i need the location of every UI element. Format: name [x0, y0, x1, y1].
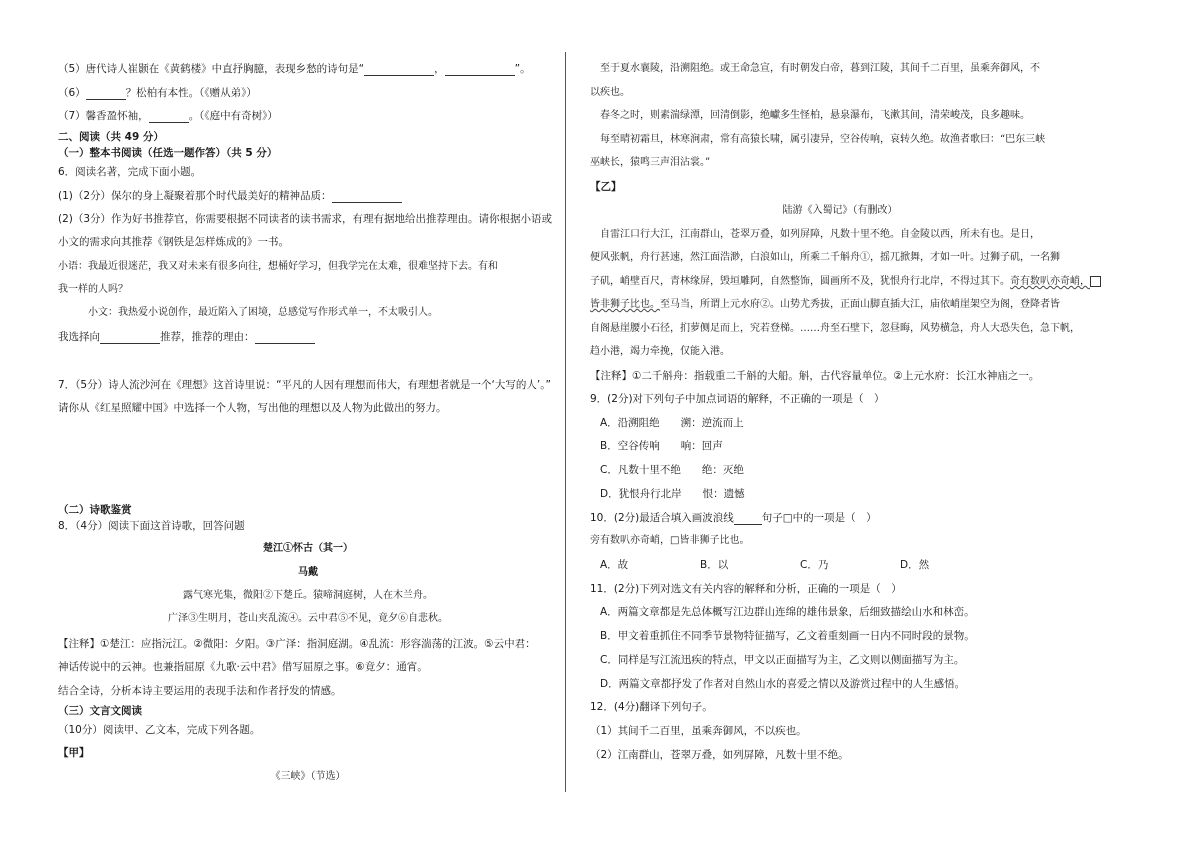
question-6: 6．阅读名著，完成下面小题。 [58, 166, 202, 178]
question-7: 7．（5分）诗人流沙河在《理想》这首诗里说：“平凡的人因有理想而伟大，有理想者就是一个‘大写的人’。” [58, 379, 551, 391]
question-text-end: 。（《庭中有奇树》） [188, 110, 278, 122]
text-b-line [590, 298, 1060, 312]
question-9: 9．(2分)对下列句子中加点词语的解释，不正确的一项是（ ） [590, 393, 885, 405]
question-text: （5）唐代诗人崔颢在《黄鹤楼》中直抒胸臆，表现乡愁的诗句是“ [58, 63, 365, 75]
question-6-1 [58, 189, 402, 203]
poem-author: 马戴 [298, 567, 318, 578]
text-a-label: 【甲】 [58, 747, 90, 759]
question-6-2: (2)（3分）作为好书推荐官，你需要根据不同读者的读书需求，有理有据地给出推荐理由。请你根据小语或 [58, 213, 553, 225]
option-d[interactable]: D．两篇文章都抒发了作者对自然山水的喜爱之情以及游赏过程中的人生感悟。 [600, 678, 966, 690]
option-d[interactable]: D．犹恨舟行北岸 恨：遗憾 [600, 488, 745, 500]
question-7-fill-line [58, 109, 278, 123]
question-text: 10．(2分)最适合填入画波浪线 [590, 512, 734, 524]
question-12-1: （1）其间千二百里，虽乘奔御风，不以疾也。 [590, 725, 807, 737]
text-a-paragraph-cont: 以疾也。 [590, 87, 630, 98]
option-c[interactable]: C．乃 [800, 559, 829, 571]
subsection-heading: （一）整本书阅读（任选一题作答）（共 5 分） [58, 147, 278, 159]
question-text: (1)（2分）保尔的身上凝聚着那个时代最美好的精神品质： [58, 190, 332, 202]
text-b-segment: 至马当，所谓上元水府②。山势尤秀拔，正面山脚直插大江，庙依峭崖架空为阁，登降者皆 [660, 299, 1060, 310]
option-a[interactable]: A．故 [600, 559, 629, 571]
option-c[interactable]: C．凡数十里不绝 绝：灭绝 [600, 464, 744, 476]
classical-intro: （10分）阅读甲、乙文本，完成下列各题。 [58, 724, 261, 736]
question-6-fill-line [58, 86, 257, 100]
blank-box [1090, 276, 1101, 287]
text-b-notes: 【注释】①二千斛舟：指载重二千斛的大船。斛，古代容量单位。②上元水府：长江水神庙之一。 [590, 370, 1040, 382]
text-a-paragraph: 每至晴初霜旦，林寒涧肃，常有高猿长啸，属引凄异，空谷传响，哀转久绝。故渔者歌曰：“巴东三峡 [600, 134, 1046, 145]
answer-blank[interactable] [364, 64, 434, 76]
poem-notes: 【注释】①楚江：应指沅江。②微阳：夕阳。③广泽：指洞庭湖。④乱流：形容湍荡的江波。⑤云中君： [58, 638, 536, 650]
question-12-2: （2）江南群山，苍翠万叠，如列屏障，凡数十里不绝。 [590, 749, 849, 761]
question-11: 11．(2分)下列对选文有关内容的解释和分析，正确的一项是（ ） [590, 583, 902, 595]
poem-title: 楚江①怀古（其一） [263, 543, 353, 554]
option-b[interactable]: B．以 [700, 559, 729, 571]
poem-line: 广泽③生明月，苍山夹乱流④。云中君⑤不见，竟夕⑥自悲秋。 [168, 613, 448, 624]
choice-line [58, 330, 315, 344]
wavy-underlined-text: 奇有数叭亦奇峭， [1010, 276, 1090, 287]
poem-notes-cont: 神话传说中的云神。也兼指屈原《九歌·云中君》借写屈原之事。⑥竟夕：通宵。 [58, 661, 428, 673]
choice-text: 推荐，推荐的理由： [160, 331, 255, 343]
answer-blank[interactable] [332, 191, 402, 203]
option-d[interactable]: D．然 [900, 559, 930, 571]
answer-blank[interactable] [734, 513, 762, 525]
text-b-line: 趋小港，竭力牵挽，仅能入港。 [590, 346, 730, 357]
answer-blank[interactable] [445, 64, 515, 76]
question-12: 12．(4分)翻译下列句子。 [590, 701, 713, 713]
choice-text: 我选择向 [58, 331, 100, 343]
text-b-label: 【乙】 [590, 181, 622, 193]
question-text-end: ”。 [514, 63, 531, 75]
text-b-line: 便风张帆，舟行甚速，然江面浩渺，白浪如山，所乘二千斛舟①，摇兀掀舞，才如一叶。过狮子矶，一名狮 [590, 252, 1060, 263]
text-a-title: 《三峡》（节选） [270, 771, 346, 782]
subsection-heading: （二）诗歌鉴赏 [58, 504, 132, 516]
question-8-task: 结合全诗，分析本诗主要运用的表现手法和作者抒发的情感。 [58, 685, 342, 697]
answer-blank[interactable] [255, 332, 315, 344]
question-text: （6） [58, 87, 86, 99]
text-b-line [590, 275, 1101, 289]
question-6-2-cont: 小文的需求向其推荐《钢铁是怎样炼成的》一书。 [58, 236, 289, 248]
answer-blank[interactable] [86, 88, 126, 100]
text-a-paragraph-cont: 巫峡长，猿鸣三声泪沾裳。” [590, 157, 711, 168]
question-text: （7）馨香盈怀袖， [58, 110, 149, 122]
text-b-line: 自雷江口行大江，江南群山，苍翠万叠，如列屏障，凡数十里不绝。自金陵以西，所未有也。是日， [600, 229, 1040, 240]
text-a-paragraph: 至于夏水襄陵，沿溯阻绝。或王命急宣，有时朝发白帝，暮到江陵，其间千二百里，虽乘奔御风，不 [600, 63, 1040, 74]
question-8: 8．（4分）阅读下面这首诗歌，回答问题 [58, 520, 245, 532]
question-text-end: ？松柏有本性。（《赠从弟》） [125, 87, 257, 99]
option-b[interactable]: B．空谷传响 响：回声 [600, 440, 723, 452]
answer-blank[interactable] [149, 111, 189, 123]
option-a[interactable]: A．两篇文章都是先总体概写江边群山连绵的雄伟景象，后细致描绘山水和林峦。 [600, 606, 975, 618]
text-b-line: 自阁悬崖腰小石径，扪萝侧足而上，究若登梯。……舟至石壁下，忽昼晦，风势横急，舟人大恐失色，急下帆， [590, 323, 1080, 334]
subsection-heading: （三）文言文阅读 [58, 705, 142, 717]
option-b[interactable]: B．甲文着重抓住不同季节景物特征描写，乙文着重刻画一日内不同时段的景物。 [600, 630, 975, 642]
separator: ， [434, 63, 445, 75]
quote-xiaoyu-cont: 我一样的人吗？ [58, 284, 128, 295]
question-10 [590, 511, 877, 525]
text-a-paragraph: 春冬之时，则素湍绿潭，回清倒影，绝巘多生怪柏，悬泉瀑布，飞漱其间，清荣峻茂，良多趣味。 [600, 110, 1030, 121]
poem-line: 露气寒光集，微阳②下楚丘。猿啼洞庭树，人在木兰舟。 [183, 590, 433, 601]
text-b-segment: 子矶，峭壁百尺，青林缘屏，毁垣雕阿，自然整饰，圆画所不及，犹恨舟行北岸，不得过其下。 [590, 276, 1010, 287]
question-7-cont: 请你从《红星照耀中国》中选择一个人物，写出他的理想以及人物为此做出的努力。 [58, 402, 447, 414]
wavy-underlined-text: 皆非狮子比也。 [590, 299, 660, 310]
text-b-title: 陆游《入蜀记》（有删改） [782, 205, 898, 216]
option-c[interactable]: C．同样是写江流迅疾的特点，甲文以正面描写为主，乙文则以侧面描写为主。 [600, 654, 965, 666]
quote-xiaoyu: 小语：我最近很迷茫，我又对未来有很多向往，想桶好学习，但我学完在太难，很难坚持下去。有和 [58, 261, 498, 272]
question-10-sentence: 旁有数叭亦奇峭，□皆非狮子比也。 [590, 535, 750, 546]
question-5-line [58, 62, 531, 76]
quote-xiaowen: 小文：我热爱小说创作，最近陷入了困境，总感觉写作形式单一，不太吸引人。 [88, 307, 438, 318]
option-a[interactable]: A．沿溯阻绝 溯：逆流而上 [600, 417, 744, 429]
section-heading: 二、阅读（共 49 分） [58, 131, 164, 143]
question-text: 句子□中的一项是（ ） [761, 512, 877, 524]
column-divider [565, 52, 566, 792]
answer-blank[interactable] [100, 332, 160, 344]
